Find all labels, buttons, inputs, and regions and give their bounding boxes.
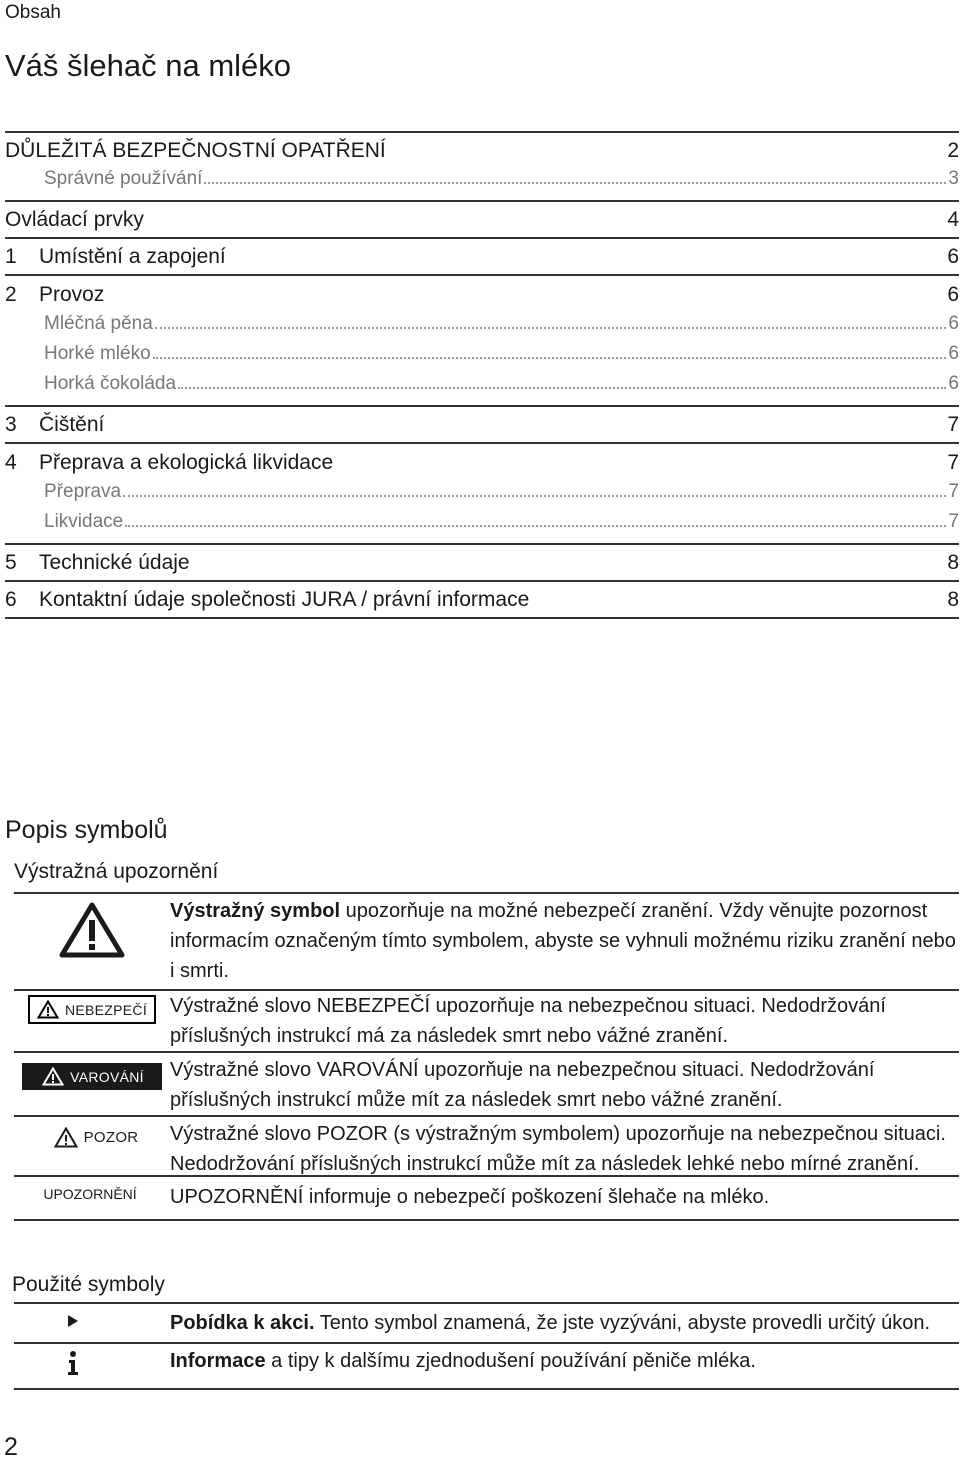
toc-entry-page: 4 bbox=[947, 207, 959, 231]
warning-triangle-icon bbox=[37, 1000, 59, 1019]
toc-entry[interactable] bbox=[5, 239, 959, 276]
symbol-term: Pobídka k akci. bbox=[170, 1311, 315, 1334]
symbol-text: Tento symbol znamená, že jste vyzýváni, abyste provedli určitý úkon. bbox=[314, 1311, 930, 1334]
toc-entry-title: Umístění a zapojení bbox=[39, 244, 226, 268]
toc-entry[interactable] bbox=[5, 276, 959, 313]
toc-entry[interactable] bbox=[5, 582, 959, 619]
toc-subentry[interactable] bbox=[5, 481, 959, 511]
toc-entry[interactable] bbox=[5, 545, 959, 582]
toc-entry[interactable] bbox=[5, 202, 959, 239]
warning-row bbox=[14, 1117, 959, 1177]
notice-label: UPOZORNĚNÍ bbox=[43, 1186, 137, 1202]
toc-entry-title: Čištění bbox=[39, 412, 105, 436]
badge-label: VAROVÁNÍ bbox=[70, 1068, 144, 1085]
toc-subentry[interactable] bbox=[5, 511, 959, 545]
toc-subentry-title: Mléčná pěna bbox=[44, 313, 153, 334]
warning-term: Výstražný symbol bbox=[170, 900, 341, 922]
warning-description: Výstražné slovo VAROVÁNÍ upozorňuje na nebezpečnou situaci. Nedodržování příslušných instrukcí může mít za následek smrt nebo vážné zranění. bbox=[170, 1059, 875, 1111]
toc-subentry[interactable] bbox=[5, 313, 959, 343]
toc-subentry-title: Horké mléko bbox=[44, 343, 151, 364]
caution-badge bbox=[54, 1127, 139, 1148]
warning-triangle-icon bbox=[59, 902, 125, 963]
symbol-text: a tipy k dalšímu zjednodušení používání pěniče mléka. bbox=[265, 1350, 756, 1372]
toc-leader-dots bbox=[204, 182, 946, 184]
toc-leader-dots bbox=[125, 525, 946, 527]
toc-entry-title: Kontaktní údaje společnosti JURA / právní informace bbox=[39, 587, 530, 611]
warning-text: upozorňuje na možné nebezpečí zranění. Vždy věnujte pozornost informacím označeným tímto symbolem, abyste se vyhnuli možnému riziku zranění nebo i smrti. bbox=[170, 900, 956, 982]
toc-entry[interactable] bbox=[5, 407, 959, 444]
warning-description: Výstražné slovo POZOR (s výstražným symbolem) upozorňuje na nebezpečnou situaci. Nedodržování příslušných instrukcí může mít za následek lehké nebo mírné zranění. bbox=[170, 1123, 946, 1175]
toc-subentry-title: Horká čokoláda bbox=[44, 373, 177, 394]
page-title: Váš šlehač na mléko bbox=[5, 48, 292, 83]
toc-entry-page: 2 bbox=[947, 138, 959, 162]
symbol-row bbox=[14, 1344, 959, 1390]
warning-row bbox=[14, 1177, 959, 1221]
warning-description: UPOZORNĚNÍ informuje o nebezpečí poškození šlehače na mléko. bbox=[170, 1186, 770, 1208]
toc-subentry-page: 6 bbox=[948, 373, 959, 394]
warning-description bbox=[170, 894, 959, 989]
toc-subentry-title: Správné používání bbox=[44, 168, 203, 189]
symbol-term: Informace bbox=[170, 1350, 266, 1372]
danger-badge bbox=[28, 995, 156, 1024]
toc-subentry-title: Přeprava bbox=[44, 481, 122, 502]
toc-subentry-title: Likvidace bbox=[44, 511, 124, 532]
warnings-table bbox=[14, 892, 959, 1221]
toc-subentry-page: 6 bbox=[948, 313, 959, 334]
warnings-title: Výstražná upozornění bbox=[14, 860, 219, 883]
toc-entry[interactable] bbox=[5, 444, 959, 481]
info-icon bbox=[66, 1363, 80, 1380]
symbol-description bbox=[170, 1312, 959, 1335]
used-symbols-table bbox=[14, 1302, 959, 1390]
toc-entry-number: 5 bbox=[5, 550, 17, 574]
toc-leader-dots bbox=[153, 357, 947, 359]
toc-entry-title: Přeprava a ekologická likvidace bbox=[39, 450, 334, 474]
table-of-contents bbox=[5, 131, 959, 619]
toc-entry-title: DŮLEŽITÁ BEZPEČNOSTNÍ OPATŘENÍ bbox=[5, 138, 386, 162]
toc-subentry-page: 6 bbox=[948, 343, 959, 364]
toc-entry-number: 3 bbox=[5, 412, 17, 436]
warning-row bbox=[14, 894, 959, 991]
toc-subentry[interactable] bbox=[5, 373, 959, 407]
section-title: Popis symbolů bbox=[5, 816, 168, 844]
warning-triangle-icon bbox=[42, 1067, 64, 1086]
badge-label: NEBEZPEČÍ bbox=[64, 1001, 148, 1018]
toc-subentry-page: 7 bbox=[948, 511, 959, 532]
toc-entry-number: 1 bbox=[5, 244, 17, 268]
symbol-row bbox=[14, 1304, 959, 1344]
symbol-description bbox=[170, 1350, 959, 1373]
warning-triangle-icon bbox=[54, 1127, 78, 1148]
toc-entry-page: 8 bbox=[947, 550, 959, 574]
toc-entry[interactable] bbox=[5, 131, 959, 168]
toc-subentry[interactable] bbox=[5, 343, 959, 373]
warning-row bbox=[14, 1053, 959, 1117]
toc-entry-title: Provoz bbox=[39, 282, 105, 306]
toc-entry-page: 6 bbox=[947, 282, 959, 306]
toc-entry-page: 6 bbox=[947, 244, 959, 268]
toc-entry-number: 2 bbox=[5, 282, 17, 306]
action-arrow-icon bbox=[66, 1316, 80, 1333]
warning-description: Výstražné slovo NEBEZPEČÍ upozorňuje na nebezpečnou situaci. Nedodržování příslušných instrukcí má za následek smrt nebo vážné zranění. bbox=[170, 995, 886, 1047]
toc-leader-dots bbox=[155, 327, 947, 329]
toc-leader-dots bbox=[178, 387, 946, 389]
toc-entry-page: 7 bbox=[947, 412, 959, 436]
toc-subentry-page: 3 bbox=[948, 168, 959, 189]
toc-subentry-page: 7 bbox=[948, 481, 959, 502]
warning-row bbox=[14, 991, 959, 1053]
toc-entry-title: Ovládací prvky bbox=[5, 207, 144, 231]
toc-entry-title: Technické údaje bbox=[39, 550, 190, 574]
toc-entry-page: 8 bbox=[947, 587, 959, 611]
page-number: 2 bbox=[4, 1433, 18, 1461]
used-symbols-title: Použité symboly bbox=[12, 1273, 165, 1296]
toc-entry-number: 4 bbox=[5, 450, 17, 474]
toc-leader-dots bbox=[123, 495, 946, 497]
toc-entry-page: 7 bbox=[947, 450, 959, 474]
header-label: Obsah bbox=[5, 2, 61, 23]
warning-badge bbox=[22, 1063, 162, 1090]
toc-entry-number: 6 bbox=[5, 587, 17, 611]
badge-label: POZOR bbox=[83, 1129, 139, 1146]
toc-subentry[interactable] bbox=[5, 168, 959, 202]
